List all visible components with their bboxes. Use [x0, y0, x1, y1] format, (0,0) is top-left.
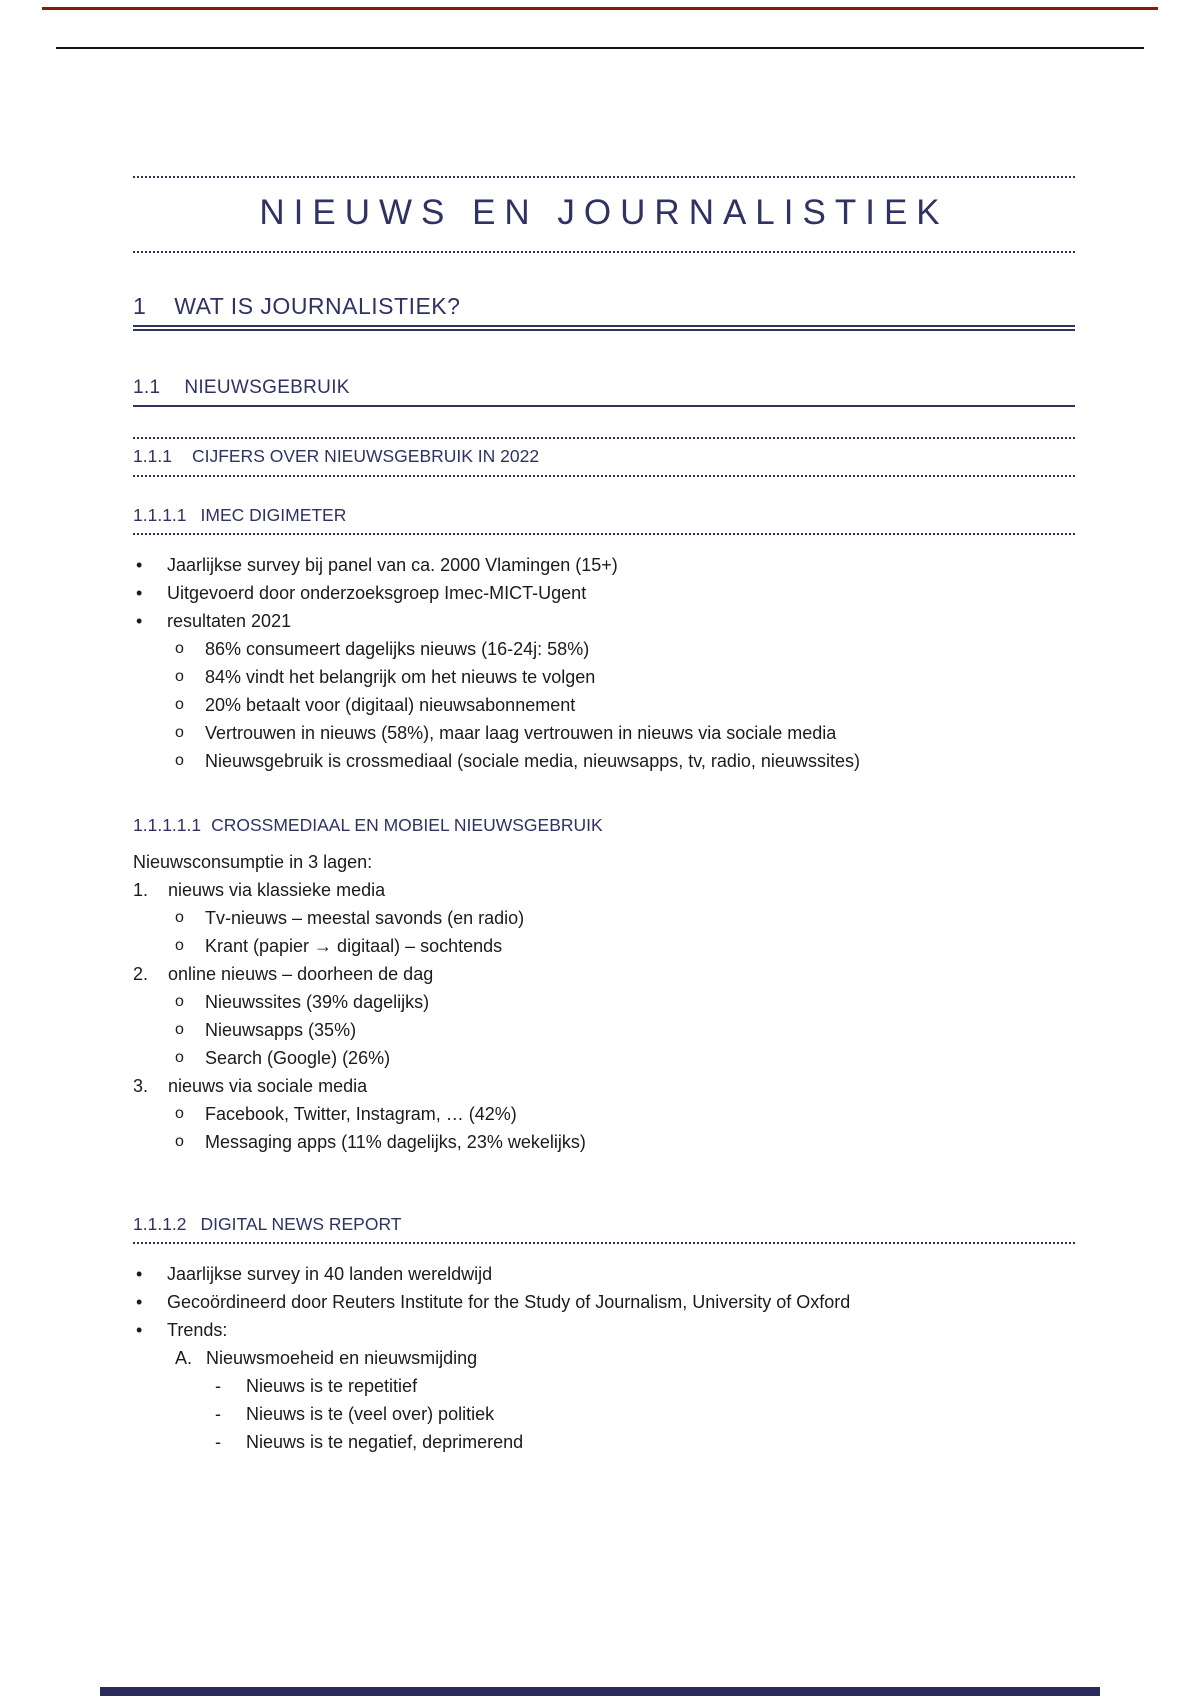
heading-crossmediaal-label: CROSSMEDIAAL EN MOBIEL NIEUWSGEBRUIK — [211, 815, 603, 835]
list-item — [133, 607, 1075, 635]
list-item — [133, 747, 1075, 775]
list-item — [133, 932, 1075, 960]
heading-1 — [133, 293, 1075, 325]
list-item-text: Search (Google) (26%) — [205, 1048, 391, 1068]
list-item — [133, 579, 1075, 607]
heading-1-label: WAT IS JOURNALISTIEK? — [174, 293, 461, 319]
list-item-text: online nieuws – doorheen de dag — [168, 964, 434, 984]
list-item-text: Vertrouwen in nieuws (58%), maar laag vertrouwen in nieuws via sociale media — [205, 723, 837, 743]
heading-imec — [133, 505, 1075, 535]
bullet-marker: • — [136, 1264, 143, 1284]
circle-marker: o — [175, 937, 184, 954]
list-item-text: Jaarlijkse survey in 40 landen wereldwijd — [167, 1264, 493, 1284]
heading-crossmediaal-number: 1.1.1.1.1 — [133, 815, 202, 835]
circle-marker: o — [175, 1021, 184, 1038]
circle-marker: o — [175, 1105, 184, 1122]
list-item-text: Nieuwsmoeheid en nieuwsmijding — [206, 1348, 478, 1368]
dash-marker: - — [215, 1432, 221, 1452]
numbered-item — [133, 876, 1075, 904]
heading-1-1-label: NIEUWSGEBRUIK — [184, 377, 350, 398]
crossmediaal-numbered-list — [133, 876, 1075, 1156]
list-item-text: 84% vindt het belangrijk om het nieuws te volgen — [205, 667, 596, 687]
number-marker: 2. — [133, 964, 149, 984]
circle-marker: o — [175, 668, 184, 685]
list-item-text: Gecoördineerd door Reuters Institute for the Study of Journalism, University of Oxford — [167, 1292, 851, 1312]
number-marker: 1. — [133, 880, 149, 900]
list-item-text: Jaarlijkse survey bij panel van ca. 2000 Vlamingen (15+) — [167, 555, 618, 575]
list-item-text: Tv-nieuws – meestal savonds (en radio) — [205, 908, 525, 928]
bullet-marker: • — [136, 1292, 143, 1312]
list-item — [133, 635, 1075, 663]
heading-imec-label: IMEC DIGIMETER — [200, 505, 347, 525]
bullet-marker: • — [136, 611, 143, 631]
circle-marker: o — [175, 1133, 184, 1150]
list-item — [133, 1260, 1075, 1288]
letter-marker: A. — [175, 1348, 193, 1368]
list-item — [133, 1372, 1075, 1400]
list-item — [133, 1016, 1075, 1044]
list-item — [133, 719, 1075, 747]
list-item-text: Nieuwsgebruik is crossmediaal (sociale media, nieuwsapps, tv, radio, nieuwssites) — [205, 751, 860, 771]
list-item-text: Facebook, Twitter, Instagram, … (42%) — [205, 1104, 517, 1124]
list-item — [133, 904, 1075, 932]
heading-1-1-1 — [133, 437, 1075, 477]
lettered-item — [133, 1344, 1075, 1372]
bullet-marker: • — [136, 1320, 143, 1340]
list-item-text: Nieuwssites (39% dagelijks) — [205, 992, 430, 1012]
heading-1-1-1-number: 1.1.1 — [133, 446, 172, 466]
list-item — [133, 1400, 1075, 1428]
list-item-text: Nieuws is te repetitief — [246, 1376, 418, 1396]
circle-marker: o — [175, 640, 184, 657]
bottom-navy-bar — [100, 1687, 1100, 1696]
list-item-text: Nieuwsapps (35%) — [205, 1020, 357, 1040]
crossmediaal-intro: Nieuwsconsumptie in 3 lagen: — [133, 852, 373, 872]
list-item-text: 86% consumeert dagelijks nieuws (16-24j: 58%) — [205, 639, 590, 659]
number-marker: 3. — [133, 1076, 149, 1096]
list-item-text: nieuws via klassieke media — [168, 880, 386, 900]
circle-marker: o — [175, 909, 184, 926]
dash-marker: - — [215, 1376, 221, 1396]
numbered-item — [133, 960, 1075, 988]
list-item — [133, 1128, 1075, 1156]
list-item — [133, 1288, 1075, 1316]
page-content — [133, 0, 1075, 1456]
numbered-item — [133, 1072, 1075, 1100]
list-item — [133, 1044, 1075, 1072]
list-item — [133, 663, 1075, 691]
list-item — [133, 1428, 1075, 1456]
circle-marker: o — [175, 1049, 184, 1066]
circle-marker: o — [175, 993, 184, 1010]
heading-1-double-rule — [133, 325, 1075, 331]
dash-marker: - — [215, 1404, 221, 1424]
heading-dnr — [133, 1214, 1075, 1244]
circle-marker: o — [175, 752, 184, 769]
bullet-marker: • — [136, 555, 143, 575]
document-title: NIEUWS EN JOURNALISTIEK — [133, 176, 1075, 253]
list-item — [133, 551, 1075, 579]
list-item-text: resultaten 2021 — [167, 611, 292, 631]
heading-dnr-number: 1.1.1.2 — [133, 1214, 187, 1234]
imec-bullet-list — [133, 551, 1075, 775]
heading-1-1 — [133, 377, 1075, 407]
list-item — [133, 1100, 1075, 1128]
bullet-marker: • — [136, 583, 143, 603]
list-item-text: Nieuws is te (veel over) politiek — [246, 1404, 495, 1424]
list-item-text: Messaging apps (11% dagelijks, 23% wekelijks) — [205, 1132, 586, 1152]
heading-imec-number: 1.1.1.1 — [133, 505, 187, 525]
list-item — [133, 1316, 1075, 1344]
list-item-text: nieuws via sociale media — [168, 1076, 368, 1096]
list-item-text: Nieuws is te negatief, deprimerend — [246, 1432, 524, 1452]
list-item-text: Krant (papier → digitaal) – sochtends — [205, 936, 503, 956]
list-item — [133, 988, 1075, 1016]
heading-crossmediaal — [133, 815, 1075, 836]
heading-1-1-number: 1.1 — [133, 377, 161, 398]
list-item-text: Uitgevoerd door onderzoeksgroep Imec-MICT-Ugent — [167, 583, 587, 603]
list-item-text: 20% betaalt voor (digitaal) nieuwsabonnement — [205, 695, 576, 715]
heading-1-1-1-label: CIJFERS OVER NIEUWSGEBRUIK IN 2022 — [191, 446, 540, 466]
list-item — [133, 691, 1075, 719]
list-item-text: Trends: — [167, 1320, 228, 1340]
heading-1-number: 1 — [133, 293, 147, 319]
heading-dnr-label: DIGITAL NEWS REPORT — [200, 1214, 402, 1234]
dnr-bullet-list — [133, 1260, 1075, 1456]
circle-marker: o — [175, 696, 184, 713]
circle-marker: o — [175, 724, 184, 741]
